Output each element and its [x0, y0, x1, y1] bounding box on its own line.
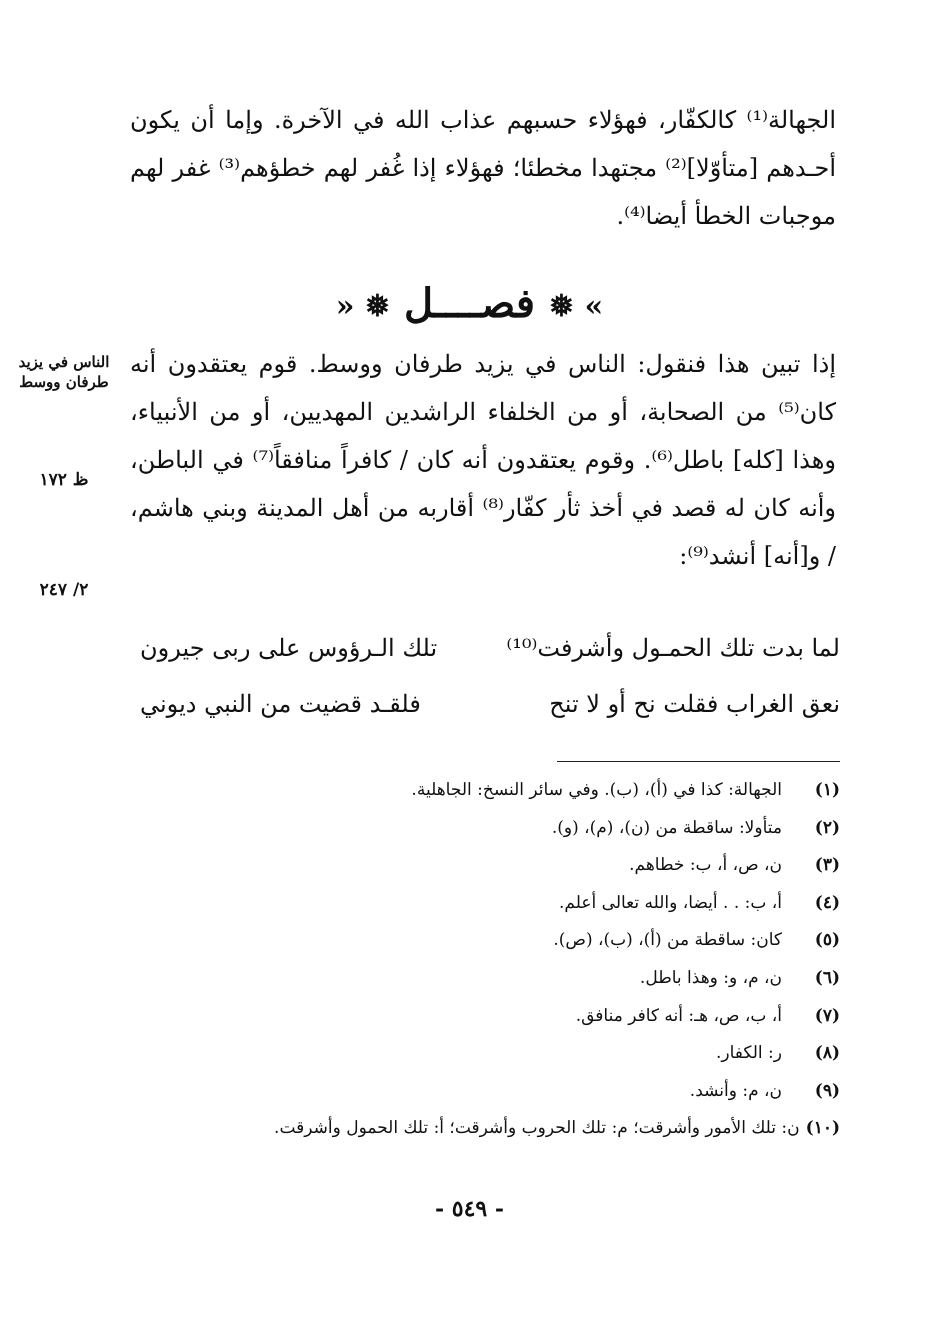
text-line: موجبات الخطأ أيضا⁽⁴⁾.: [616, 202, 836, 230]
text-line: أحـدهم [متأوّلا]⁽²⁾ مجتهدا مخطئا؛ فهؤلاء إذا غُفر لهم خطؤهم⁽³⁾ غفر لهم: [130, 154, 837, 182]
footnote-number: (١٠): [805, 1118, 840, 1139]
footnote-number: (٧): [814, 1005, 840, 1026]
footnote-text: ن، ص، أ، ب: خطاهم.: [629, 855, 782, 876]
poem-verse: [140, 676, 840, 732]
footnote-text: كان: ساقطة من (أ)، (ب)، (ص).: [553, 930, 782, 951]
footnote-text: أ، ب، ص، هـ: أنه كافر منافق.: [575, 1005, 782, 1026]
footnote: [150, 810, 840, 848]
margin-topic-note: الناس في يزيد طرفان ووسط: [18, 353, 110, 391]
footnote-separator: [557, 761, 840, 762]
footnote-number: (٥): [814, 930, 840, 951]
footnote: [150, 847, 840, 885]
footnote-number: (٣): [814, 855, 840, 876]
footnote-text: ن: تلك الأمور وأشرقت؛ م: تلك الحروب وأشرقت؛ أ: تلك الحمول وأشرقت.: [274, 1118, 800, 1139]
footnote-text: ن، م: وأنشد.: [689, 1080, 782, 1101]
body-paragraph: [130, 340, 836, 580]
footnote-text: ن، م، و: وهذا باطل.: [639, 967, 782, 988]
text-line: الجهالة⁽¹⁾ كالكفّار، فهؤلاء حسبهم عذاب الله في الآخرة. وإما أن يكون: [130, 106, 836, 134]
footnote-number: (٩): [814, 1080, 840, 1101]
text-line: كان⁽⁵⁾ من الصحابة، أو من الخلفاء الراشدين المهديين، أو من الأنبياء،: [130, 398, 836, 426]
margin-ref-note: ٢/ ٢٤٧: [39, 580, 89, 600]
footnote-text: الجهالة: كذا في (أ)، (ب). وفي سائر النسخ: الجاهلية.: [411, 780, 782, 800]
footnote: [150, 885, 840, 923]
footnote-number: (٢): [814, 817, 840, 838]
text-line: / و[أنه] أنشد⁽⁹⁾:: [679, 542, 836, 570]
verse-second-half: تلك الـرؤوس على ربى جيرون: [140, 634, 438, 662]
margin-ref-note: ظ ١٧٢: [39, 470, 89, 490]
footnote-number: (٤): [814, 892, 840, 913]
poem-verse: [140, 620, 840, 676]
verse-first-half: نعق الغراب فقلت نح أو لا تنح: [549, 690, 840, 718]
ornament-icon: ❅ «: [335, 289, 391, 324]
text-line: إذا تبين هذا فنقول: الناس في يزيد طرفان ووسط. قوم يعتقدون أنه: [130, 350, 836, 378]
footnote-text: متأولا: ساقطة من (ن)، (م)، (و).: [551, 817, 782, 838]
footnote-number: (٨): [814, 1043, 840, 1064]
footnote-number: (٦): [814, 967, 840, 988]
footnotes: [150, 772, 840, 1148]
footnote: [150, 960, 840, 998]
verse-second-half: فلقـد قضيت من النبي ديوني: [140, 690, 421, 718]
footnote: [150, 998, 840, 1036]
footnote-number: (١): [814, 780, 840, 800]
footnote: [150, 1073, 840, 1111]
footnote: [150, 772, 840, 810]
footnote: [150, 922, 840, 960]
footnote: [150, 1110, 840, 1148]
page-number: - ٥٤٩ -: [434, 1196, 505, 1222]
section-heading: [0, 274, 939, 334]
footnote-text: ر: الكفار.: [715, 1043, 782, 1064]
text-line: وأنه كان له قصد في أخذ ثأر كفّار⁽⁸⁾ أقاربه من أهل المدينة وبني هاشم،: [130, 494, 837, 522]
ornament-icon: » ❅: [548, 289, 604, 324]
top-paragraph: [130, 96, 836, 240]
verse-first-half: لما بدت تلك الحمـول وأشرفت⁽¹⁰⁾: [506, 634, 840, 662]
poem: [140, 620, 840, 732]
text-line: وهذا [كله] باطل⁽⁶⁾. وقوم يعتقدون أنه كان / كافراً منافقاً⁽⁷⁾ في الباطن،: [130, 446, 837, 474]
section-title: فصــــل: [404, 280, 535, 327]
footnote-text: أ، ب: . . أيضا، والله تعالى أعلم.: [559, 892, 782, 913]
footnote: [150, 1035, 840, 1073]
